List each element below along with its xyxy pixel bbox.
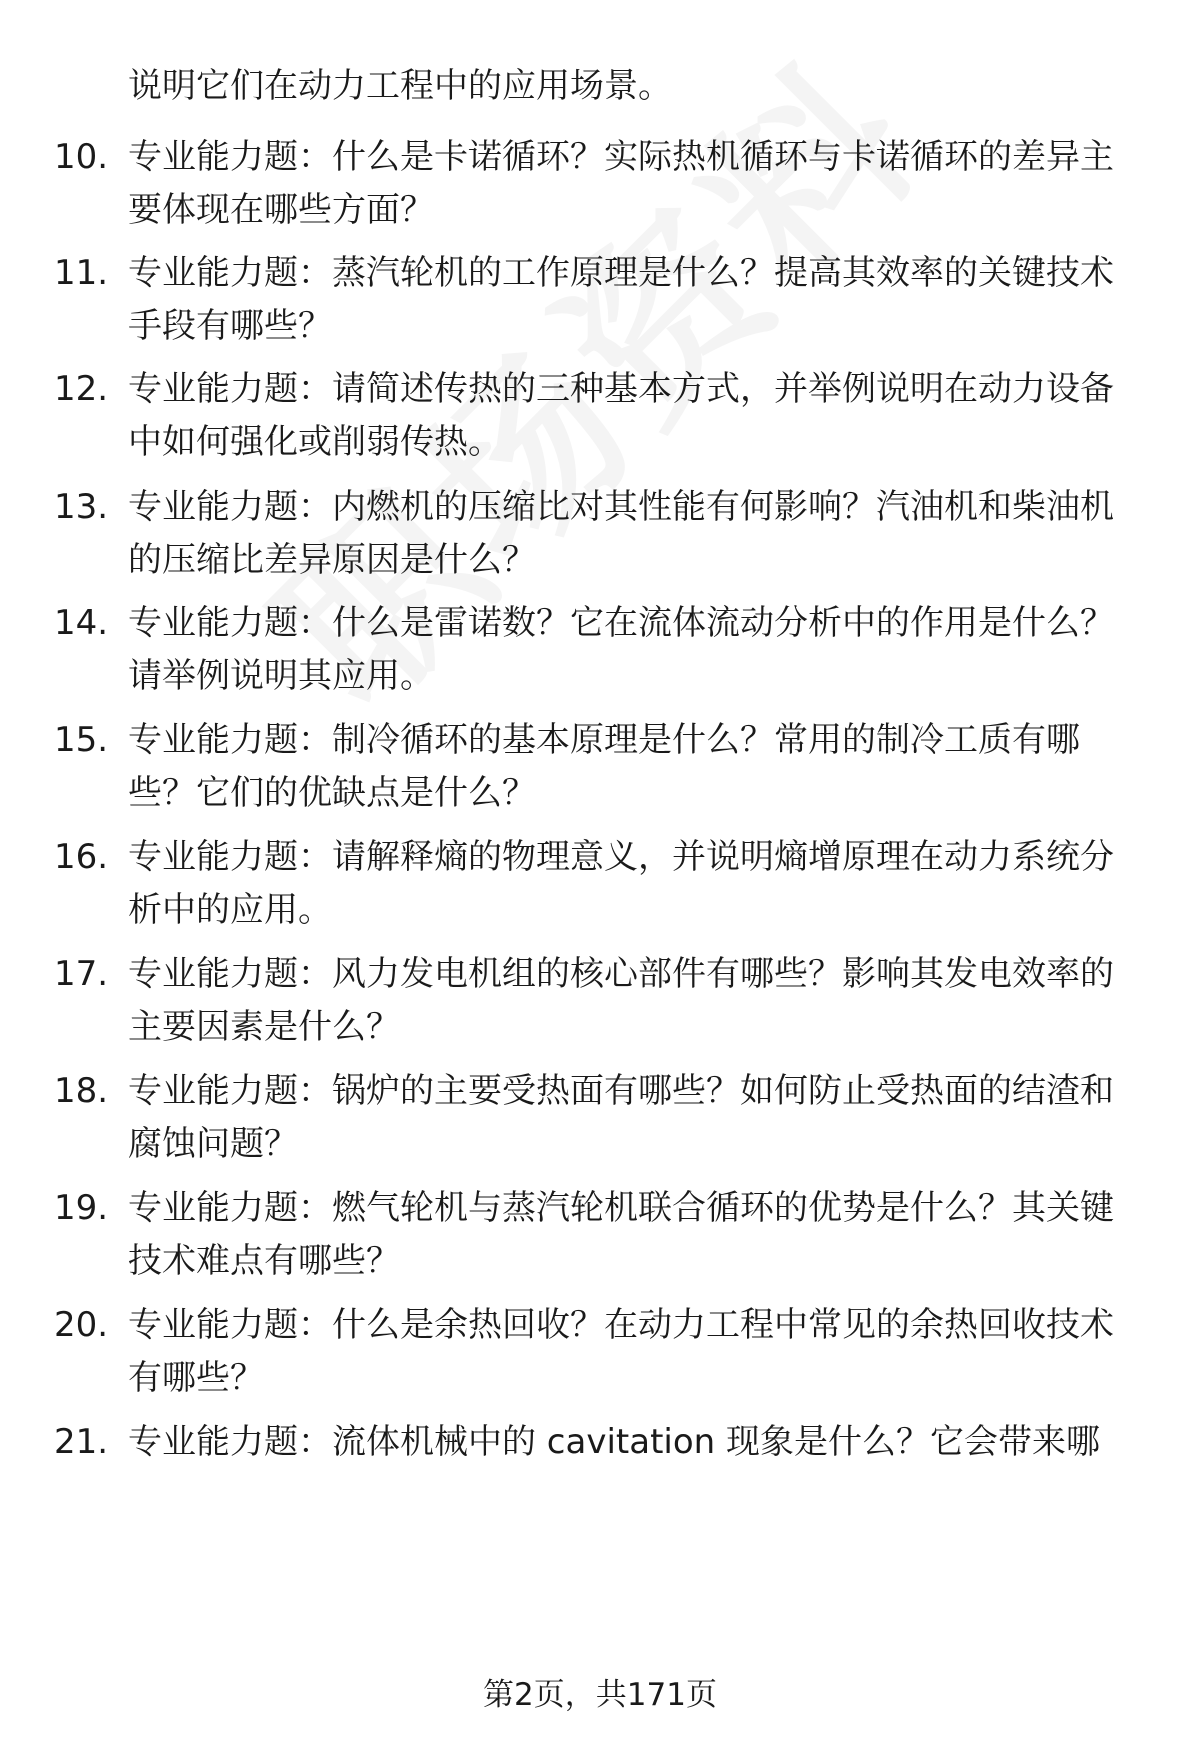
question-text: 专业能力题：内燃机的压缩比对其性能有何影响？汽油机和柴油机的压缩比差异原因是什么？ (128, 487, 1114, 580)
question-text: 专业能力题：什么是余热回收？在动力工程中常见的余热回收技术有哪些？ (128, 1305, 1114, 1398)
question-text: 专业能力题：什么是雷诺数？它在流体流动分析中的作用是什么？请举例说明其应用。 (128, 603, 1114, 696)
question-text: 专业能力题：请解释熵的物理意义，并说明熵增原理在动力系统分析中的应用。 (128, 837, 1114, 930)
question-number: 18. (54, 1071, 109, 1111)
question-text: 专业能力题：燃气轮机与蒸汽轮机联合循环的优势是什么？其关键技术难点有哪些？ (128, 1188, 1114, 1281)
question-number: 13. (54, 487, 109, 527)
question-text: 专业能力题：流体机械中的 cavitation 现象是什么？它会带来哪 (128, 1422, 1101, 1462)
question-number: 15. (54, 720, 109, 760)
question-text: 专业能力题：锅炉的主要受热面有哪些？如何防止受热面的结渣和腐蚀问题？ (128, 1071, 1114, 1164)
question-text: 专业能力题：风力发电机组的核心部件有哪些？影响其发电效率的主要因素是什么？ (128, 954, 1114, 1047)
question-number: 17. (54, 954, 109, 994)
continued-question-text: 说明它们在动力工程中的应用场景。 (128, 66, 672, 106)
question-number: 12. (54, 369, 109, 409)
question-text: 专业能力题：请简述传热的三种基本方式，并举例说明在动力设备中如何强化或削弱传热。 (128, 369, 1114, 462)
question-number: 19. (54, 1188, 109, 1228)
page-number: 第2页，共171页 (483, 1677, 717, 1713)
question-text: 专业能力题：蒸汽轮机的工作原理是什么？提高其效率的关键技术手段有哪些？ (128, 253, 1114, 346)
question-number: 11. (54, 253, 109, 293)
question-number: 20. (54, 1305, 109, 1345)
question-text: 专业能力题：什么是卡诺循环？实际热机循环与卡诺循环的差异主要体现在哪些方面？ (128, 137, 1114, 230)
question-number: 14. (54, 603, 109, 643)
question-number: 10. (54, 137, 109, 177)
question-text: 专业能力题：制冷循环的基本原理是什么？常用的制冷工质有哪些？它们的优缺点是什么？ (128, 720, 1080, 813)
question-number: 21. (54, 1422, 109, 1462)
question-number: 16. (54, 837, 109, 877)
